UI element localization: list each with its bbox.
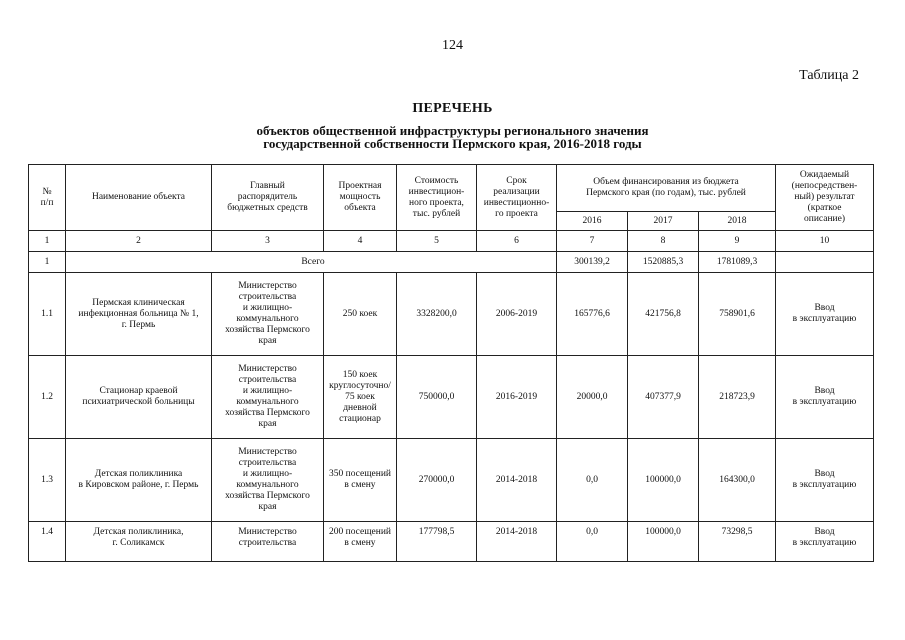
document-subtitle <box>0 124 905 150</box>
table-row <box>29 273 874 356</box>
total-num: 1 <box>29 252 66 273</box>
column-number: 6 <box>477 231 557 252</box>
subtitle-line: объектов общественной инфраструктуры регионального значения <box>256 123 649 138</box>
row-name: Детская поликлиника, г. Соликамск <box>66 522 212 562</box>
row-cost: 270000,0 <box>397 439 477 522</box>
column-number: 10 <box>776 231 874 252</box>
row-num: 1.2 <box>29 356 66 439</box>
header-year: 2018 <box>699 212 776 231</box>
row-capacity: 250 коек <box>324 273 397 356</box>
total-2016: 300139,2 <box>557 252 628 273</box>
row-2017: 421756,8 <box>628 273 699 356</box>
row-2016: 165776,6 <box>557 273 628 356</box>
row-2018: 758901,6 <box>699 273 776 356</box>
total-row <box>29 252 874 273</box>
row-manager: Министерство строительства и жилищно- коммунального хозяйства Пермского края <box>212 356 324 439</box>
table-label: Таблица 2 <box>799 68 859 83</box>
document-heading: ПЕРЕЧЕНЬ <box>412 101 493 116</box>
row-cost: 177798,5 <box>397 522 477 562</box>
row-2016: 20000,0 <box>557 356 628 439</box>
row-num: 1.4 <box>29 522 66 562</box>
row-term: 2006-2019 <box>477 273 557 356</box>
column-numbers-row <box>29 231 874 252</box>
row-result: Ввод в эксплуатацию <box>776 273 874 356</box>
row-cost: 3328200,0 <box>397 273 477 356</box>
row-manager: Министерство строительства и жилищно- коммунального хозяйства Пермского края <box>212 273 324 356</box>
header-year: 2016 <box>557 212 628 231</box>
column-number: 9 <box>699 231 776 252</box>
row-term: 2016-2019 <box>477 356 557 439</box>
total-2017: 1520885,3 <box>628 252 699 273</box>
table-row <box>29 522 874 562</box>
column-number: 3 <box>212 231 324 252</box>
header-manager: Главный распорядитель бюджетных средств <box>212 165 324 231</box>
row-capacity: 350 посещений в смену <box>324 439 397 522</box>
row-2018: 218723,9 <box>699 356 776 439</box>
column-number: 1 <box>29 231 66 252</box>
header-name: Наименование объекта <box>66 165 212 231</box>
row-result: Ввод в эксплуатацию <box>776 356 874 439</box>
row-name: Детская поликлиника в Кировском районе, г. Пермь <box>66 439 212 522</box>
row-term: 2014-2018 <box>477 439 557 522</box>
header-result: Ожидаемый (непосредствен- ный) результат (краткое описание) <box>776 165 874 231</box>
total-label: Всего <box>66 252 557 273</box>
objects-table <box>28 164 874 562</box>
row-2017: 407377,9 <box>628 356 699 439</box>
total-result <box>776 252 874 273</box>
row-2017: 100000,0 <box>628 439 699 522</box>
total-2018: 1781089,3 <box>699 252 776 273</box>
header-capacity: Проектная мощность объекта <box>324 165 397 231</box>
row-capacity: 200 посещений в смену <box>324 522 397 562</box>
row-2018: 73298,5 <box>699 522 776 562</box>
row-result: Ввод в эксплуатацию <box>776 439 874 522</box>
column-number: 2 <box>66 231 212 252</box>
table-row <box>29 439 874 522</box>
row-capacity: 150 коек круглосуточно/ 75 коек дневной стационар <box>324 356 397 439</box>
row-num: 1.1 <box>29 273 66 356</box>
row-num: 1.3 <box>29 439 66 522</box>
column-number: 5 <box>397 231 477 252</box>
column-number: 8 <box>628 231 699 252</box>
subtitle-line: государственной собственности Пермского края, 2016-2018 годы <box>263 136 642 151</box>
header-term: Срок реализации инвестиционно- го проекта <box>477 165 557 231</box>
row-2016: 0,0 <box>557 439 628 522</box>
header-cost: Стоимость инвестицион- ного проекта, тыс. рублей <box>397 165 477 231</box>
page-number: 124 <box>442 38 463 53</box>
row-2016: 0,0 <box>557 522 628 562</box>
row-2018: 164300,0 <box>699 439 776 522</box>
row-term: 2014-2018 <box>477 522 557 562</box>
column-number: 7 <box>557 231 628 252</box>
row-manager: Министерство строительства и жилищно- коммунального хозяйства Пермского края <box>212 439 324 522</box>
header-num: № п/п <box>29 165 66 231</box>
row-cost: 750000,0 <box>397 356 477 439</box>
column-number: 4 <box>324 231 397 252</box>
row-name: Стационар краевой психиатрической больницы <box>66 356 212 439</box>
header-year: 2017 <box>628 212 699 231</box>
row-2017: 100000,0 <box>628 522 699 562</box>
row-manager: Министерство строительства <box>212 522 324 562</box>
row-name: Пермская клиническая инфекционная больница № 1, г. Пермь <box>66 273 212 356</box>
row-result: Ввод в эксплуатацию <box>776 522 874 562</box>
table-row <box>29 356 874 439</box>
header-funding: Объем финансирования из бюджета Пермского края (по годам), тыс. рублей <box>557 165 776 212</box>
